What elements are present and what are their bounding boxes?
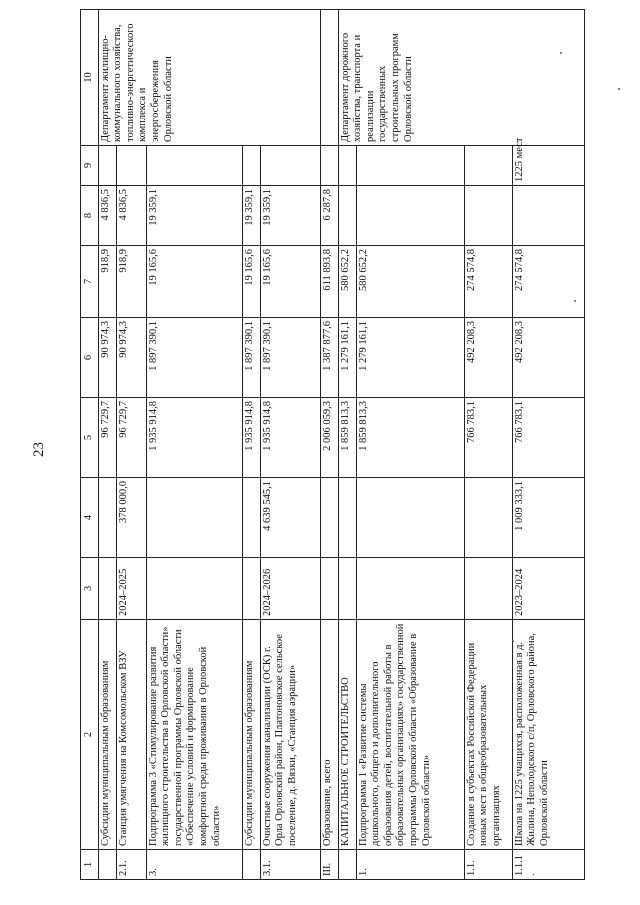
amount-cell: 1 935 914,8 — [146, 398, 242, 478]
amount-cell: 19 359,1 — [260, 186, 320, 246]
amount-cell: 580 652,2 — [356, 246, 464, 318]
period-cell: 2024–2026 — [260, 558, 320, 620]
capacity-cell — [320, 146, 338, 186]
amount-cell: 1 897 390,1 — [260, 318, 320, 398]
total-cost-cell: 4 639 545,1 — [260, 478, 320, 558]
row-title: Очистные сооружения канализации (ОСК) г. Орла Орловский район, Платоновское сельское поселение, д. Вязки, «Станция аэрации» — [260, 620, 320, 850]
row-title: Субсидии муниципальным образованиям — [98, 620, 116, 850]
amount-cell: 19 165,6 — [146, 246, 242, 318]
period-cell — [146, 558, 242, 620]
amount-cell — [338, 186, 356, 246]
table-row — [338, 10, 356, 880]
scan-speck — [574, 300, 576, 302]
amount-cell: 580 652,2 — [338, 246, 356, 318]
amount-cell: 4 836,5 — [98, 186, 116, 246]
capacity-cell — [338, 146, 356, 186]
amount-cell: 96 729,7 — [116, 398, 146, 478]
row-number: III. — [320, 850, 338, 880]
row-number: 3.1. — [260, 850, 320, 880]
period-cell — [242, 558, 260, 620]
row-title: Школа на 1225 учащихся, расположенная в д. Жилина, Неполодского с/п, Орловского района, Орловской области — [512, 620, 584, 850]
row-title: Подпрограмма 1 «Развитие системы дошкольного, общего и дополнительного образования детей, воспитательной работы в образовательных организациях» государственной программы Орловской области «Образование в Орловской области» — [356, 620, 464, 850]
responsible-department: Департамент дорожного хозяйства, транспорта и реализации государственных строительных программ Орловской области — [338, 10, 584, 146]
row-number — [98, 850, 116, 880]
capacity-cell — [464, 146, 512, 186]
amount-cell: 1 387 877,6 — [320, 318, 338, 398]
page-number: 23 — [31, 442, 47, 457]
capacity-cell — [146, 146, 242, 186]
row-title: Подпрограмма 3 «Стимулирование развития жилищного строительства в Орловской области» государственной программы Орловской области «Обеспечение условий и формирование комфортной среды проживания в Орловской области» — [146, 620, 242, 850]
amount-cell: 274 574,8 — [512, 246, 584, 318]
row-number: 1.1.1. — [512, 850, 584, 880]
amount-cell: 918,9 — [116, 246, 146, 318]
amount-cell: 19 165,6 — [242, 246, 260, 318]
amount-cell: 19 359,1 — [146, 186, 242, 246]
capacity-cell — [116, 146, 146, 186]
total-cost-cell — [464, 478, 512, 558]
row-number: 1.1. — [464, 850, 512, 880]
amount-cell: 492 208,3 — [512, 318, 584, 398]
amount-cell: 1 935 914,8 — [260, 398, 320, 478]
total-cost-cell: 378 000,0 — [116, 478, 146, 558]
period-cell — [356, 558, 464, 620]
capacity-cell — [242, 146, 260, 186]
scan-speck — [618, 88, 620, 90]
header-cell: 4 — [81, 478, 99, 558]
amount-cell: 766 783,1 — [464, 398, 512, 478]
amount-cell: 90 974,3 — [98, 318, 116, 398]
row-number: 3. — [146, 850, 242, 880]
total-cost-cell — [356, 478, 464, 558]
amount-cell: 492 208,3 — [464, 318, 512, 398]
amount-cell: 19 359,1 — [242, 186, 260, 246]
amount-cell: 90 974,3 — [116, 318, 146, 398]
amount-cell: 1 859 813,3 — [356, 398, 464, 478]
period-cell: 2024–2025 — [116, 558, 146, 620]
amount-cell: 274 574,8 — [464, 246, 512, 318]
header-cell: 3 — [81, 558, 99, 620]
rotated-table-container — [80, 10, 625, 880]
period-cell — [464, 558, 512, 620]
header-cell: 8 — [81, 186, 99, 246]
amount-cell: 918,9 — [98, 246, 116, 318]
total-cost-cell — [242, 478, 260, 558]
amount-cell: 1 859 813,3 — [338, 398, 356, 478]
header-cell: 7 — [81, 246, 99, 318]
header-cell: 10 — [81, 10, 99, 146]
amount-cell — [512, 186, 584, 246]
amount-cell: 766 783,1 — [512, 398, 584, 478]
total-cost-cell — [98, 478, 116, 558]
row-number — [338, 850, 356, 880]
period-cell — [98, 558, 116, 620]
responsible-department: Департамент жилищно-коммунального хозяйства, топливно-энергетического комплекса и энергосбережения Орловской области — [98, 10, 320, 146]
amount-cell: 611 893,8 — [320, 246, 338, 318]
header-cell: 6 — [81, 318, 99, 398]
row-title: Образование, всего — [320, 620, 338, 850]
amount-cell: 2 006 059,3 — [320, 398, 338, 478]
amount-cell: 4 836,5 — [116, 186, 146, 246]
period-cell — [320, 558, 338, 620]
amount-cell: 96 729,7 — [98, 398, 116, 478]
capacity-cell — [98, 146, 116, 186]
amount-cell: 19 165,6 — [260, 246, 320, 318]
amount-cell: 1 279 161,1 — [356, 318, 464, 398]
scan-speck — [512, 640, 514, 642]
row-number — [242, 850, 260, 880]
row-number: 2.1. — [116, 850, 146, 880]
header-cell: 9 — [81, 146, 99, 186]
amount-cell: 1 935 914,8 — [242, 398, 260, 478]
capital-investment-table — [80, 9, 585, 880]
capacity-cell — [260, 146, 320, 186]
responsible-department — [320, 10, 338, 146]
amount-cell — [464, 186, 512, 246]
amount-cell: 1 897 390,1 — [242, 318, 260, 398]
row-title: Создание в субъектах Российской Федерации новых мест в общеобразовательных организациях — [464, 620, 512, 850]
table-row — [98, 10, 116, 880]
amount-cell — [356, 186, 464, 246]
amount-cell: 1 279 161,1 — [338, 318, 356, 398]
amount-cell: 1 897 390,1 — [146, 318, 242, 398]
period-cell: 2023–2024 — [512, 558, 584, 620]
header-row — [81, 10, 99, 880]
capacity-cell: 1225 мест — [512, 146, 584, 186]
amount-cell: 6 287,8 — [320, 186, 338, 246]
row-number: 1. — [356, 850, 464, 880]
header-cell: 2 — [81, 620, 99, 850]
header-cell: 5 — [81, 398, 99, 478]
scan-speck — [560, 52, 562, 54]
row-title: Станция умягчения на Комсомольском ВЗУ — [116, 620, 146, 850]
capacity-cell — [356, 146, 464, 186]
total-cost-cell — [338, 478, 356, 558]
table-row — [320, 10, 338, 880]
total-cost-cell — [320, 478, 338, 558]
total-cost-cell — [146, 478, 242, 558]
period-cell — [338, 558, 356, 620]
row-title: Субсидии муниципальным образованиям — [242, 620, 260, 850]
total-cost-cell: 1 009 333,1 — [512, 478, 584, 558]
header-cell: 1 — [81, 850, 99, 880]
row-title: КАПИТАЛЬНОЕ СТРОИТЕЛЬСТВО — [338, 620, 356, 850]
